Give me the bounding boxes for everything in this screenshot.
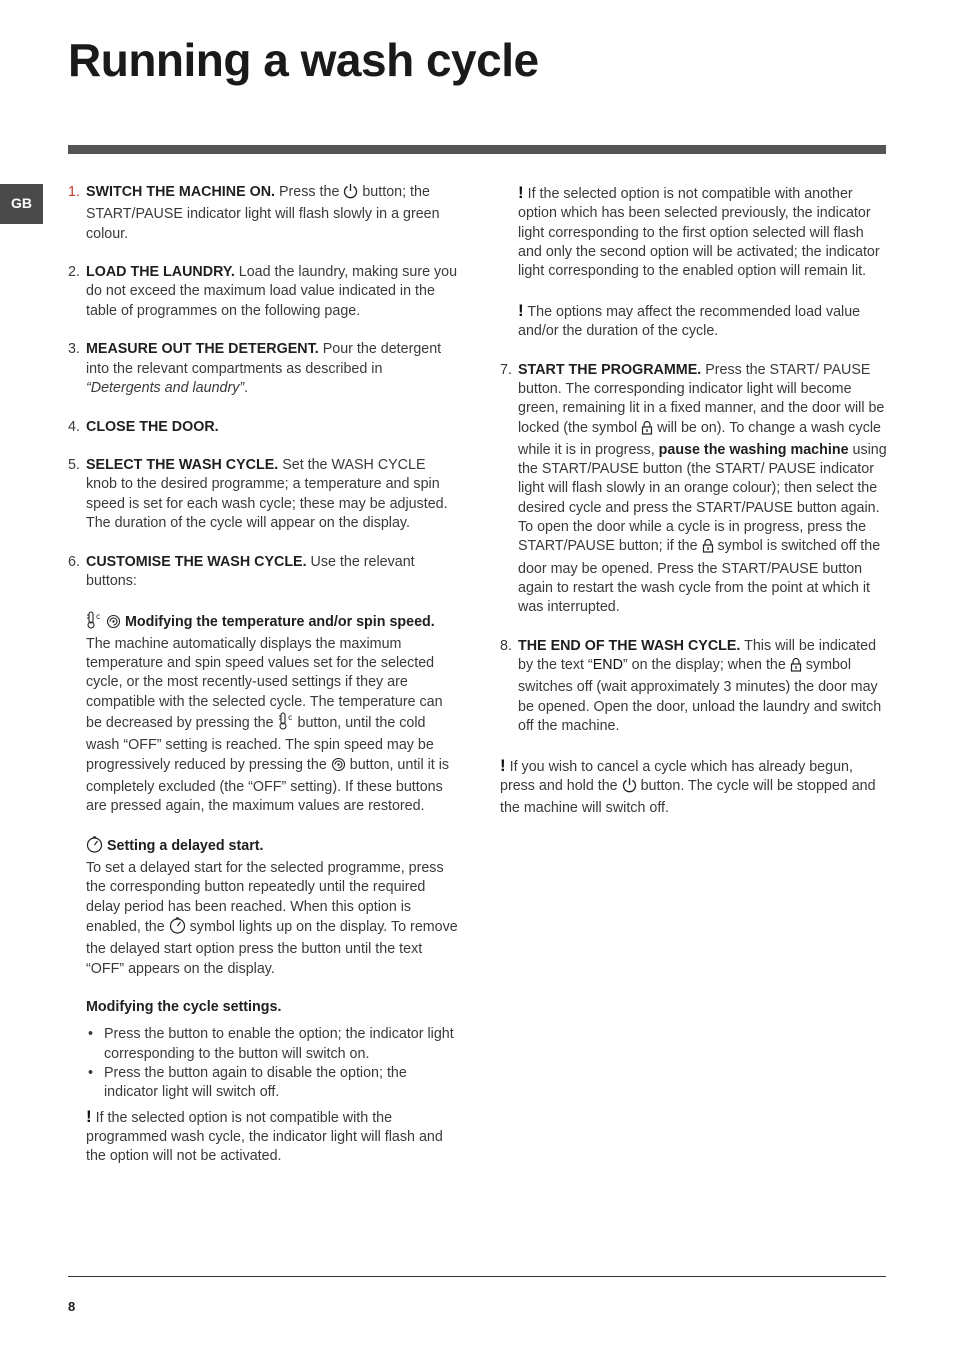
list-item-text: Press the button to enable the option; the indicator light corresponding to the button will switch on. bbox=[104, 1026, 454, 1062]
power-icon bbox=[343, 183, 358, 205]
warning-icon: ! bbox=[518, 300, 524, 320]
step-number: 4. bbox=[68, 418, 80, 435]
step-text: Load the laundry, making sure you do not exceed the maximum load value indicated in the table of programmes on the following page. bbox=[86, 264, 458, 319]
footer-divider bbox=[68, 1276, 886, 1277]
warning-text: If the selected option is not compatible with the programmed wash cycle, the indicator light will flash and the option will not be activated. bbox=[86, 1109, 443, 1165]
bullet: • bbox=[88, 1065, 94, 1082]
step-number: 7. bbox=[500, 361, 512, 378]
step-heading: CLOSE THE DOOR. bbox=[86, 418, 219, 435]
timer-icon bbox=[169, 917, 186, 940]
step-heading: CUSTOMISE THE WASH CYCLE. bbox=[86, 553, 307, 570]
step-3 bbox=[68, 340, 460, 398]
warning-text: The options may affect the recommended load value and/or the duration of the cycle. bbox=[518, 303, 861, 340]
delay-start-section bbox=[86, 859, 460, 979]
step-text: button; the START/PAUSE indicator light will flash slowly in a green colour. bbox=[86, 184, 440, 242]
step-text: Press the bbox=[275, 184, 344, 200]
step-heading: SWITCH THE MACHINE ON. bbox=[86, 184, 276, 200]
list-item bbox=[86, 1025, 460, 1064]
page-title: Running a wash cycle bbox=[68, 34, 539, 86]
step-text: symbol is switched off the door may be opened. Press the START/PAUSE button again to restart the wash cycle from the point at which it was interrupted. bbox=[518, 538, 881, 616]
spin-icon bbox=[106, 614, 121, 635]
step-text: Press the START/ PAUSE button. The corresponding indicator light will become green, remaining lit in a fixed manner, and the door will be locked (the symbol bbox=[518, 361, 885, 436]
step-1 bbox=[68, 183, 460, 244]
step-text: Set the WASH CYCLE knob to the desired programme; a temperature and spin speed is set for each wash cycle; these may be adjusted. The duration of the cycle will appear on the display. bbox=[86, 457, 448, 532]
power-icon bbox=[622, 777, 637, 799]
right-column bbox=[500, 183, 888, 819]
modify-settings-heading: Modifying the cycle settings. bbox=[86, 999, 282, 1016]
padlock-icon bbox=[790, 657, 802, 678]
step-text: Use the relevant buttons: bbox=[86, 553, 415, 589]
svg-text:c: c bbox=[287, 713, 292, 723]
section-text: button, until it is completely excluded (the “OFF” setting). If these buttons are pressed again, the maximum values are restored. bbox=[86, 756, 450, 815]
left-column bbox=[68, 183, 460, 1167]
warning-text: If the selected option is not compatible with another option which has been selected previously, the indicator light corresponding to the first option selected will flash and only the second option will be activated; the indicator light corresponding to the enabled option will remain lit. bbox=[518, 186, 880, 280]
step-heading: SELECT THE WASH CYCLE. bbox=[86, 457, 279, 474]
step-heading: LOAD THE LAUNDRY. bbox=[86, 264, 235, 281]
section-text: The machine automatically displays the maximum temperature and spin speed values set for the selected cycle, or the most recently-used settings if they are compatible with the selected cycle. The temperature can be decreased by pressing the bbox=[86, 635, 443, 732]
list-item-text: Press the button again to disable the option; the indicator light will switch off. bbox=[104, 1065, 407, 1101]
page-number: 8 bbox=[68, 1299, 76, 1314]
warning-note bbox=[518, 183, 888, 281]
warning-icon: ! bbox=[86, 1106, 92, 1126]
step-emphasis: pause the washing machine bbox=[658, 441, 849, 458]
warning-note bbox=[86, 1107, 460, 1167]
thermometer-icon bbox=[86, 611, 102, 635]
step-4 bbox=[68, 418, 460, 437]
delay-start-heading bbox=[86, 836, 460, 859]
step-number: 8. bbox=[500, 637, 512, 654]
step-number: 6. bbox=[68, 553, 80, 570]
step-text: symbol switches off (wait approximately 3 minutes) the door may be opened. Open the door, unload the laundry and switch off the machine. bbox=[518, 657, 882, 735]
bullet: • bbox=[88, 1026, 94, 1043]
list-item bbox=[86, 1064, 460, 1103]
final-warning-note bbox=[500, 756, 888, 819]
warning-note bbox=[518, 301, 888, 342]
step-text: ” on the display; when the bbox=[622, 657, 790, 674]
thermometer-icon bbox=[278, 712, 294, 736]
warning-text: If you wish to cancel a cycle which has already begun, press and hold the bbox=[500, 758, 853, 794]
step-number: 5. bbox=[68, 457, 80, 474]
warning-text: button. The cycle will be stopped and the machine will switch off. bbox=[500, 777, 876, 817]
title-divider bbox=[68, 145, 886, 154]
warning-icon: ! bbox=[518, 183, 524, 202]
step-text: Pour the detergent into the relevant compartments as described in bbox=[86, 341, 442, 377]
step-heading: MEASURE OUT THE DETERGENT. bbox=[86, 341, 319, 358]
step-number: 1. bbox=[68, 184, 80, 200]
temperature-spin-section bbox=[86, 611, 460, 817]
step-7 bbox=[500, 361, 888, 618]
step-number: 3. bbox=[68, 341, 80, 358]
step-5 bbox=[68, 456, 460, 533]
detergents-reference: “Detergents and laundry” bbox=[86, 379, 245, 396]
section-text: button, until the cold wash “OFF” setting is reached. The spin speed may be progressively reduced by pressing the bbox=[86, 715, 434, 773]
warning-icon: ! bbox=[500, 755, 506, 775]
svg-text:c: c bbox=[96, 611, 101, 621]
step-number: 2. bbox=[68, 264, 80, 281]
step-text: . bbox=[244, 379, 249, 396]
step-text: This will be indicated by the text “ bbox=[518, 637, 877, 674]
section-text: To set a delayed start for the selected programme, press the corresponding button repeatedly until the required delay period has been reached. When this option is enabled, the bbox=[86, 860, 444, 935]
section-heading: Setting a delayed start. bbox=[103, 837, 264, 854]
display-text-end: END bbox=[592, 657, 623, 674]
step-8 bbox=[500, 637, 888, 736]
spin-icon bbox=[331, 757, 346, 778]
padlock-icon bbox=[641, 420, 653, 441]
step-2 bbox=[68, 263, 460, 321]
padlock-icon bbox=[702, 538, 714, 559]
step-text: will be on). To change a wash cycle while it is in progress, bbox=[518, 419, 881, 458]
section-heading: Modifying the temperature and/or spin speed. bbox=[120, 613, 435, 630]
step-text: To open the door while a cycle is in progress, press the START/PAUSE button; if the bbox=[518, 519, 867, 555]
settings-bullet-list bbox=[86, 1025, 460, 1102]
language-tab: GB bbox=[0, 184, 43, 224]
step-heading: THE END OF THE WASH CYCLE. bbox=[518, 637, 741, 654]
step-text: using the START/PAUSE button (the START/ PAUSE indicator light will flash slowly in an orange colour); then select the desired cycle and press the START/PAUSE button again. bbox=[518, 441, 887, 516]
step-6 bbox=[68, 553, 460, 1167]
timer-icon bbox=[86, 836, 103, 859]
step-heading: START THE PROGRAMME. bbox=[518, 361, 702, 378]
section-text: symbol lights up on the display. To remove the delayed start option press the button until the text “OFF” appears on the display. bbox=[86, 918, 458, 977]
